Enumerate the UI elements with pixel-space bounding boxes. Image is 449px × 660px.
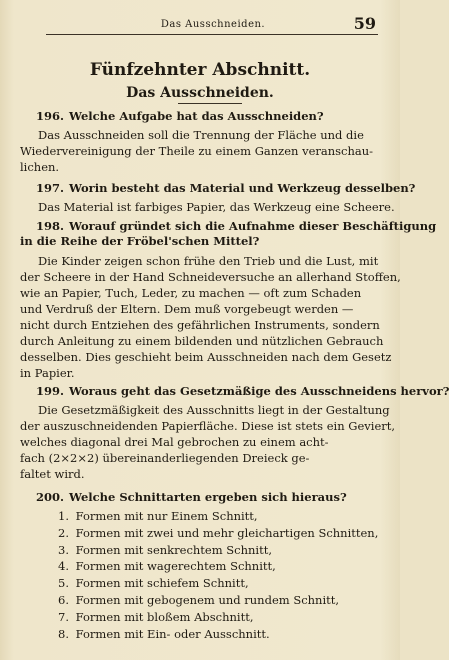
list-item-number: 8.	[58, 626, 69, 641]
text-line: desselben. Dies geschieht beim Ausschneiden nach dem Gesetz	[20, 350, 392, 364]
text-line: Die Gesetzmäßigkeit des Ausschnitts liegt in der Gestaltung	[38, 403, 390, 417]
section-rule	[178, 103, 242, 104]
answer-198	[20, 253, 401, 381]
text-line: durch Anleitung zu einem bildenden und nützlichen Gebrauch	[20, 334, 384, 348]
page-number: 59	[353, 14, 376, 33]
list-item	[58, 558, 382, 575]
list-item	[58, 508, 382, 525]
question-number: 200.	[36, 490, 65, 504]
text-line: der Scheere in der Hand Schneideversuche an allerhand Stoffen,	[20, 270, 401, 284]
question-number: 197.	[36, 181, 65, 195]
text-line: Die Kinder zeigen schon frühe den Trieb und die Lust, mit	[38, 254, 379, 268]
list-item	[58, 542, 382, 559]
section-title: Das Ausschneiden.	[126, 85, 274, 101]
answer-199	[20, 402, 396, 482]
list-item-text: Formen mit Ein- oder Ausschnitt.	[75, 626, 270, 641]
question-200	[36, 490, 382, 505]
question-text: Woraus geht das Gesetzmäßige des Ausschneidens hervor?	[69, 384, 449, 398]
question-number: 196.	[36, 109, 65, 123]
question-198	[20, 219, 437, 249]
list-item	[58, 609, 382, 626]
text-line: nicht durch Entziehen des gefährlichen Instruments, sondern	[20, 318, 380, 332]
question-text-cont: in die Reihe der Fröbel'schen Mittel?	[20, 234, 260, 248]
text-line: welches diagonal drei Mal gebrochen zu einem acht-	[20, 435, 329, 449]
question-number: 198.	[36, 219, 65, 233]
question-199	[36, 384, 449, 399]
text-line: lichen.	[20, 160, 60, 174]
running-head	[46, 14, 380, 34]
list-200	[58, 508, 382, 642]
header-rule	[46, 34, 378, 35]
list-item-text: Formen mit bloßem Abschnitt,	[75, 609, 254, 624]
text-line: der auszuschneidenden Papierfläche. Diese ist stets ein Geviert,	[20, 419, 396, 433]
text-line: in Papier.	[20, 366, 75, 380]
question-text: Welche Aufgabe hat das Ausschneiden?	[69, 109, 324, 123]
text-line: Das Material ist farbiges Papier, das Werkzeug eine Scheere.	[38, 200, 395, 214]
text-line: Wiedervereinigung der Theile zu einem Ganzen veranschau-	[20, 144, 374, 158]
list-item-number: 3.	[58, 542, 69, 557]
text-line: wie an Papier, Tuch, Leder, zu machen — oft zum Schaden	[20, 286, 362, 300]
question-text: Welche Schnittarten ergeben sich hieraus?	[69, 490, 347, 504]
list-item-text: Formen mit wagerechtem Schnitt,	[75, 559, 276, 574]
list-item-text: Formen mit nur Einem Schnitt,	[75, 509, 258, 523]
list-item-text: Formen mit gebogenem und rundem Schnitt,	[75, 592, 340, 607]
list-item	[58, 575, 382, 592]
list-item-number: 2.	[58, 525, 69, 540]
running-head-title: Das Ausschneiden.	[160, 19, 266, 30]
question-197	[36, 181, 416, 196]
question-text: Worauf gründet sich die Aufnahme dieser Beschäftigung	[69, 219, 437, 233]
list-item-number: 7.	[58, 609, 69, 624]
text-line: und Verdruß der Eltern. Dem muß vorgebeugt werden —	[20, 302, 354, 316]
chapter-title: Fünfzehnter Abschnitt.	[89, 60, 311, 80]
answer-197	[20, 199, 395, 215]
text-line: Das Ausschneiden soll die Trennung der Fläche und die	[38, 128, 364, 142]
list-item-number: 1.	[58, 509, 69, 523]
list-item-text: Formen mit zwei und mehr gleichartigen Schnitten,	[75, 525, 379, 540]
list-item-number: 6.	[58, 592, 69, 607]
list-item	[58, 626, 382, 643]
question-196	[36, 109, 382, 124]
list-item	[58, 592, 382, 609]
text-line: faltet wird.	[20, 467, 85, 481]
question-number: 199.	[36, 384, 65, 398]
list-item-text: Formen mit schiefem Schnitt,	[75, 576, 249, 591]
list-item-number: 5.	[58, 576, 69, 591]
list-item	[58, 525, 382, 542]
text-line: fach (2×2×2) übereinanderliegenden Dreieck ge-	[20, 451, 310, 465]
list-item-number: 4.	[58, 559, 69, 574]
answer-196	[20, 127, 382, 175]
list-item-text: Formen mit senkrechtem Schnitt,	[75, 542, 272, 557]
question-text: Worin besteht das Material und Werkzeug desselben?	[69, 181, 416, 195]
